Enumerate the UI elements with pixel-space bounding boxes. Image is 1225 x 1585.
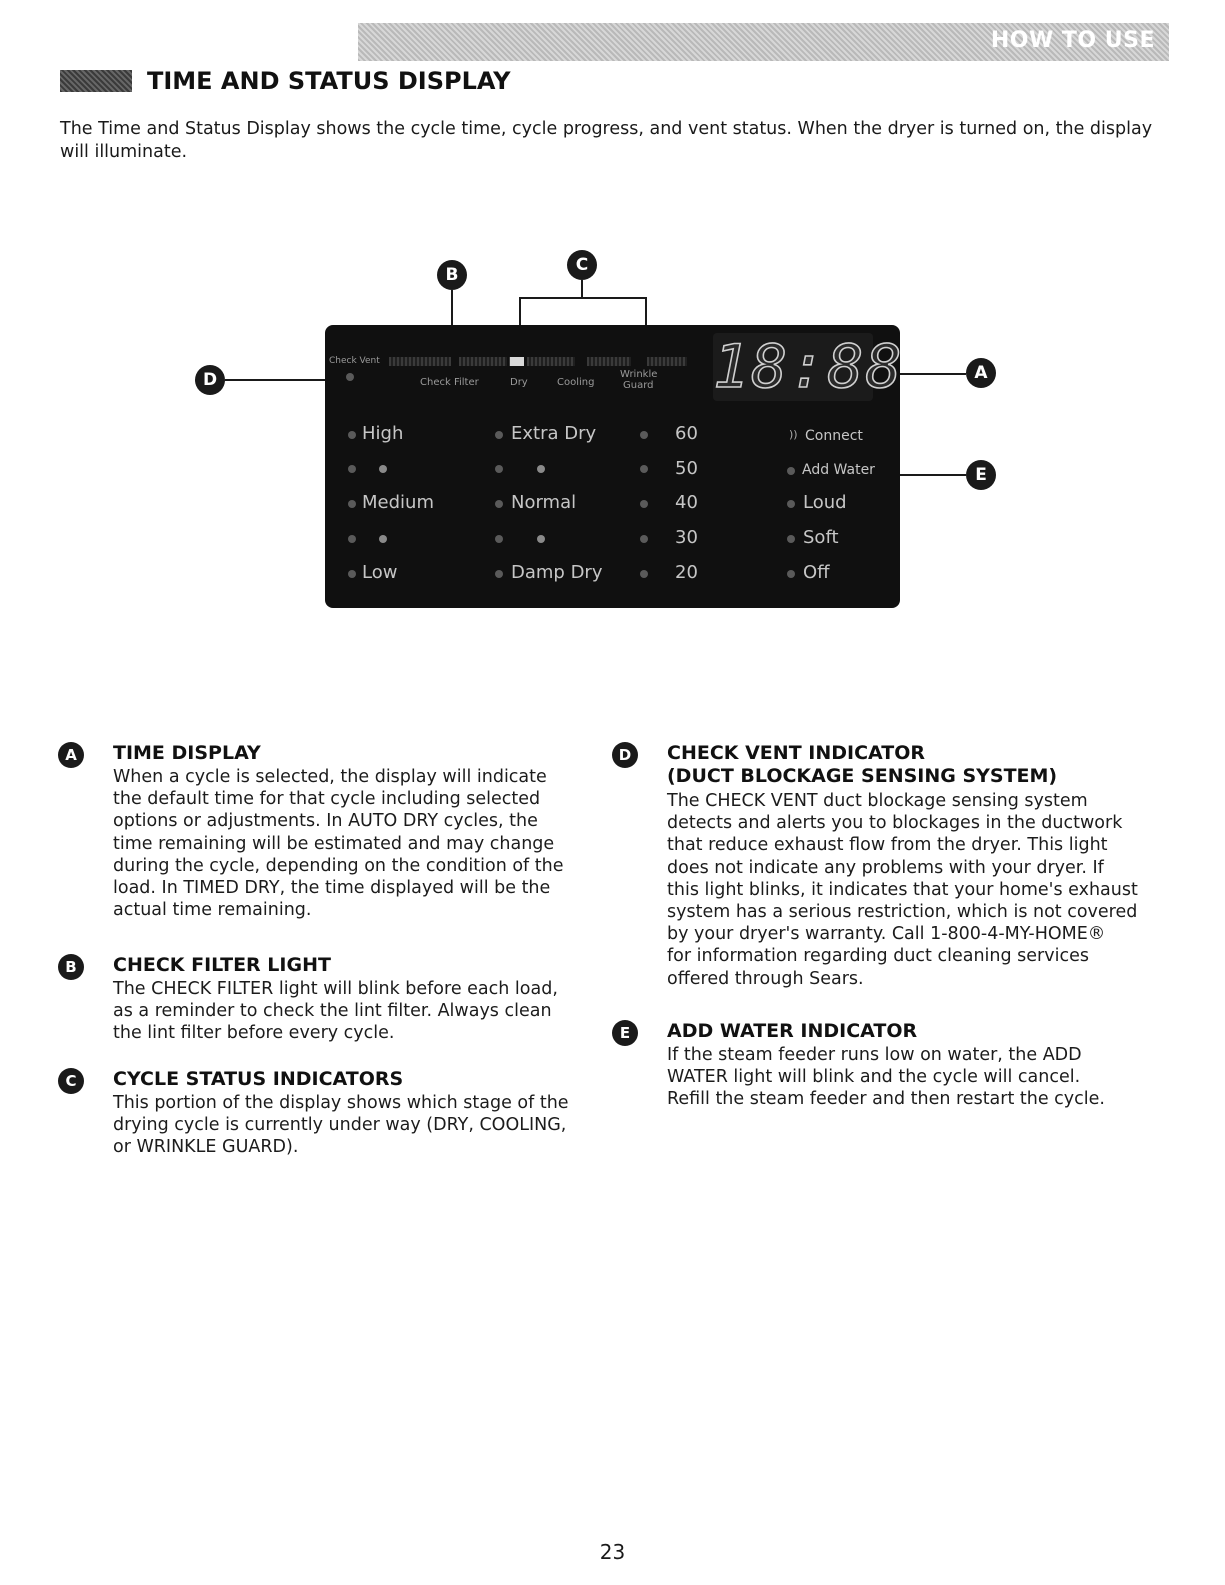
callout-c-bracket-left: [519, 297, 521, 325]
callout-b: B: [437, 260, 467, 290]
callout-c: C: [567, 250, 597, 280]
damp-dry-light: [495, 570, 503, 578]
heat-step-light: [348, 465, 356, 473]
check-vent-light: [346, 373, 354, 381]
dry-step-dot: [537, 465, 545, 473]
header-banner: [358, 23, 1169, 61]
section-check-filter-light: [58, 954, 618, 1044]
section-a-badge: A: [58, 742, 84, 768]
section-cycle-status-indicators: [58, 1068, 628, 1168]
section-b-badge: B: [58, 954, 84, 980]
callout-d-line: [225, 379, 340, 381]
option-damp-dry: Damp Dry: [511, 562, 603, 583]
high-light: [348, 431, 356, 439]
time-40-light: [640, 500, 648, 508]
section-add-water-indicator: [612, 1020, 1182, 1120]
time-60-light: [640, 431, 648, 439]
section-e-badge: E: [612, 1020, 638, 1046]
callout-c-bracket-right: [645, 297, 647, 325]
low-light: [348, 570, 356, 578]
guard-label: Guard: [623, 380, 654, 391]
section-d-subheading: (DUCT BLOCKAGE SENSING SYSTEM): [667, 765, 1058, 787]
section-d-heading: CHECK VENT INDICATOR: [667, 742, 925, 764]
off-light: [787, 570, 795, 578]
section-a-body: When a cycle is selected, the display will indicate the default time for that cycle including selected options or adjustments. In AUTO DRY cycles, the time remaining will be estimated and may change during the cycle, depending on the condition of the load. In TIMED DRY, the time displayed will be the actual time remaining.: [113, 767, 564, 921]
wrinkle-label: Wrinkle: [620, 369, 658, 380]
status-add-water: Add Water: [802, 462, 875, 478]
status-connect: Connect: [805, 428, 863, 444]
section-b-body: The CHECK FILTER light will blink before each load, as a reminder to check the lint filter. Always clean the lint filter before every cycle.: [113, 979, 558, 1044]
check-vent-bar: [389, 357, 451, 366]
time-option-30: 30: [675, 527, 698, 548]
callout-c-stem: [581, 280, 583, 298]
time-20-light: [640, 570, 648, 578]
section-e-body: If the steam feeder runs low on water, the ADD WATER light will blink and the cycle will cancel. Refill the steam feeder and then restart the cycle.: [667, 1045, 1105, 1110]
option-high: High: [362, 423, 404, 444]
cooling-bar: [527, 357, 575, 366]
time-option-20: 20: [675, 562, 698, 583]
callout-c-bracket-top: [519, 297, 647, 299]
option-medium: Medium: [362, 492, 434, 513]
cooling-label: Cooling: [557, 377, 595, 388]
callout-a: A: [966, 358, 996, 388]
dry-step-dot-2: [537, 535, 545, 543]
section-time-display: [58, 742, 618, 932]
banner-text: HOW TO USE: [990, 28, 1155, 53]
normal-light: [495, 500, 503, 508]
dry-step-light-2: [495, 535, 503, 543]
callout-e-line: [895, 474, 966, 476]
callout-e: E: [966, 460, 996, 490]
dry-label: Dry: [510, 377, 528, 388]
time-status-display-panel: [325, 325, 904, 608]
heat-step-light-2: [348, 535, 356, 543]
time-option-50: 50: [675, 458, 698, 479]
page-title: TIME AND STATUS DISPLAY: [147, 67, 511, 95]
dry-step-light: [495, 465, 503, 473]
time-option-60: 60: [675, 423, 698, 444]
section-d-body: The CHECK VENT duct blockage sensing system detects and alerts you to blockages in the ductwork that reduce exhaust flow from the dryer. This light does not indicate any problems with your dryer. If this light blinks, it indicates that your home's exhaust system has a serious restriction, which is not covered by your dryer's warranty. Call 1-800-4-MY-HOME® for information regarding duct cleaning services offered through Sears.: [667, 791, 1138, 989]
section-c-badge: C: [58, 1068, 84, 1094]
title-marker: [60, 70, 132, 92]
check-filter-label: Check Filter: [420, 377, 479, 388]
end-bar: [647, 357, 687, 366]
section-b-heading: CHECK FILTER LIGHT: [113, 954, 331, 976]
volume-off: Off: [803, 562, 830, 583]
heat-step-dot-2: [379, 535, 387, 543]
section-check-vent-indicator: [612, 742, 1182, 1002]
soft-light: [787, 535, 795, 543]
check-filter-bar: [459, 357, 507, 366]
heat-step-dot: [379, 465, 387, 473]
section-d-badge: D: [612, 742, 638, 768]
add-water-light: [787, 467, 795, 475]
callout-b-line: [451, 290, 453, 328]
intro-paragraph: The Time and Status Display shows the cycle time, cycle progress, and vent status. When the dryer is turned on, the display will illuminate.: [60, 119, 1153, 162]
section-a-heading: TIME DISPLAY: [113, 742, 261, 764]
time-readout: 18:88: [713, 332, 904, 402]
loud-light: [787, 500, 795, 508]
medium-light: [348, 500, 356, 508]
time-30-light: [640, 535, 648, 543]
section-e-heading: ADD WATER INDICATOR: [667, 1020, 918, 1042]
check-vent-label: Check Vent: [329, 356, 380, 366]
wrinkle-guard-bar: [587, 357, 631, 366]
volume-soft: Soft: [803, 527, 839, 548]
extra-dry-light: [495, 431, 503, 439]
volume-loud: Loud: [803, 492, 847, 513]
page-number: 23: [599, 1540, 626, 1564]
section-c-heading: CYCLE STATUS INDICATORS: [113, 1068, 404, 1090]
option-low: Low: [362, 562, 398, 583]
time-50-light: [640, 465, 648, 473]
callout-d: D: [195, 365, 225, 395]
option-extra-dry: Extra Dry: [511, 423, 597, 444]
option-normal: Normal: [511, 492, 577, 513]
time-option-40: 40: [675, 492, 698, 513]
connect-icon: )): [789, 428, 798, 441]
dry-status-light: [510, 357, 524, 366]
section-c-body: This portion of the display shows which stage of the drying cycle is currently under way (DRY, COOLING, or WRINKLE GUARD).: [113, 1093, 569, 1158]
